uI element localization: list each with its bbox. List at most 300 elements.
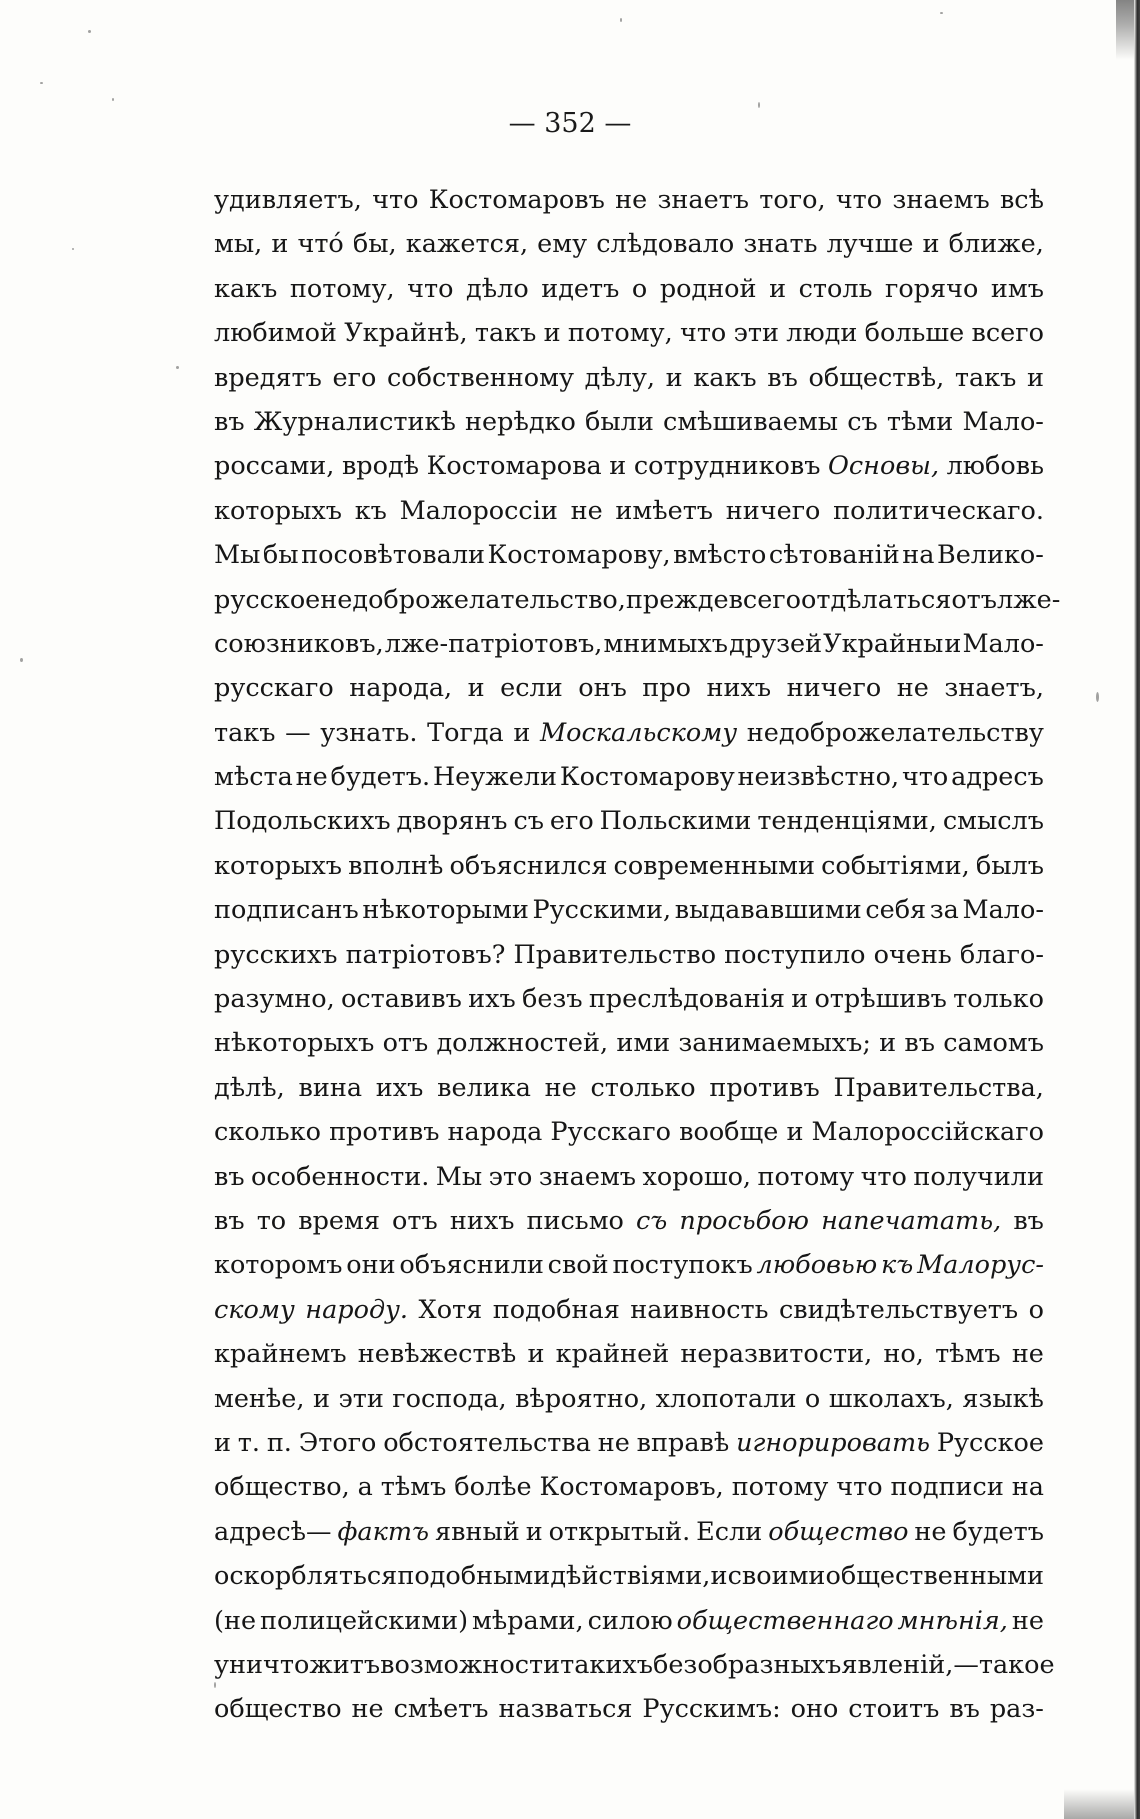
word: къ: [354, 495, 387, 526]
word: силою: [587, 1605, 673, 1636]
text-line: [214, 1643, 1055, 1687]
word: на: [902, 540, 935, 571]
word: которыхъ: [214, 495, 342, 526]
word: безобразныхъ: [652, 1649, 842, 1680]
word: занимаемыхъ;: [678, 1028, 871, 1059]
word: неразвитости,: [680, 1339, 873, 1370]
word: Правительство: [513, 939, 717, 970]
word: нихъ: [449, 1205, 515, 1236]
word: школахъ,: [828, 1383, 954, 1414]
word: Украйны: [823, 628, 944, 659]
word: Неужели: [432, 762, 558, 793]
word: фактъ: [337, 1516, 430, 1547]
scan-speck: [72, 248, 74, 250]
word: недоброжелательство,: [320, 584, 626, 615]
word: болѣе: [454, 1472, 532, 1503]
word: адресъ: [951, 762, 1044, 793]
word: вполнѣ: [348, 850, 444, 881]
word: обществѣ,: [808, 362, 945, 393]
word: ихъ: [468, 984, 516, 1015]
word: смѣетъ: [393, 1694, 489, 1725]
word: Хотя: [418, 1294, 483, 1325]
word: которыхъ: [214, 850, 342, 881]
word: если: [500, 673, 563, 704]
word: съ: [635, 1205, 668, 1236]
word: удивляетъ,: [214, 185, 362, 215]
word: Костомаровъ: [428, 185, 605, 215]
word: мнимыхъ: [603, 628, 729, 659]
word: нѣкоторыхъ: [214, 1028, 375, 1059]
word: потому: [731, 1472, 829, 1503]
word: общество,: [214, 1472, 350, 1503]
word: это: [488, 1161, 533, 1192]
word: общественными: [825, 1561, 1044, 1592]
word: русскаго: [214, 673, 334, 704]
word: потому,: [567, 318, 673, 349]
word: въ: [214, 1205, 245, 1236]
word: подобными: [397, 1561, 551, 1592]
word: велика: [437, 1072, 531, 1103]
word: объяснился: [449, 850, 608, 881]
word: его: [549, 806, 594, 837]
scan-speck: [88, 30, 91, 33]
word: всѣ: [999, 185, 1044, 215]
word: вправѣ: [636, 1427, 730, 1458]
word: Мало-: [962, 895, 1044, 926]
text-line: [214, 1687, 1044, 1731]
word: Тогда: [427, 717, 504, 748]
word: Малорус-: [917, 1250, 1044, 1281]
word: Малороссійскаго: [811, 1117, 1044, 1148]
word: Костомарову: [559, 762, 735, 793]
word: что: [860, 1161, 907, 1192]
text-line: [214, 400, 1044, 444]
word: напечатать,: [821, 1205, 1002, 1236]
word: Русскими,: [532, 895, 672, 926]
word: отъ: [392, 1205, 438, 1236]
word: разумно,: [214, 984, 335, 1015]
word: патріотовъ?: [345, 939, 506, 970]
text-line: [214, 578, 1061, 622]
word: общество: [214, 1694, 342, 1725]
scan-speck: [1096, 692, 1099, 702]
text-line: [214, 444, 1044, 488]
word: тенденціями,: [757, 806, 937, 837]
word: своими: [727, 1561, 826, 1592]
word: Журналистикѣ: [253, 406, 456, 437]
word: народа: [447, 1117, 543, 1148]
word: игнорировать: [736, 1427, 931, 1458]
word: лже-: [997, 584, 1061, 615]
word: имѣетъ: [615, 495, 714, 526]
scan-mark-top: [1116, 0, 1134, 60]
body-text: [214, 178, 1061, 1732]
word: не: [914, 1516, 947, 1547]
word: того,: [759, 185, 826, 215]
word: русскихъ: [214, 939, 338, 970]
text-line: [214, 356, 1044, 400]
text-line: [214, 1066, 1044, 1110]
word: отъ: [951, 584, 998, 615]
word: эти: [338, 1383, 384, 1414]
word: что: [372, 185, 419, 215]
word: тѣмъ: [380, 1472, 447, 1503]
word: свой: [547, 1250, 609, 1281]
word: а: [357, 1472, 373, 1503]
word: событіями,: [821, 850, 970, 881]
word: крайнемъ: [214, 1339, 347, 1370]
word: лучше: [826, 229, 914, 260]
word: раз-: [989, 1694, 1044, 1725]
word: родной: [659, 273, 757, 304]
word: горячо: [885, 273, 979, 304]
word: потому: [757, 1161, 855, 1192]
word: нѣкоторыми: [362, 895, 529, 926]
word: идетъ: [541, 273, 620, 304]
word: въ: [1013, 1205, 1044, 1236]
word: его: [332, 362, 377, 393]
word: Мало-: [962, 406, 1044, 437]
word: время: [298, 1205, 380, 1236]
text-line: [214, 489, 1044, 533]
word: ничего: [725, 495, 821, 526]
word: неизвѣстно,: [737, 762, 900, 793]
word: но,: [883, 1339, 924, 1370]
text-line: [214, 178, 1044, 222]
word: языкѣ: [962, 1383, 1044, 1414]
text-line: [214, 1510, 1044, 1554]
text-line: [214, 1377, 1044, 1421]
word: мы,: [214, 229, 263, 260]
word: о: [804, 1383, 821, 1414]
word: и: [665, 362, 683, 393]
word: хорошо,: [642, 1161, 752, 1192]
word: съ: [847, 406, 878, 437]
word: Этого: [298, 1427, 377, 1458]
word: въ: [767, 362, 798, 393]
word: не: [1011, 1339, 1044, 1370]
text-line: [214, 888, 1044, 932]
word: вина: [298, 1072, 363, 1103]
scan-mark-bottom: [1064, 1789, 1134, 1819]
word: письмо: [526, 1205, 624, 1236]
word: любимой: [214, 318, 337, 349]
word: Мы: [214, 540, 261, 571]
word: хлопотали: [655, 1383, 797, 1414]
word: —: [285, 717, 311, 748]
word: кажется,: [405, 229, 529, 260]
word: особенности.: [251, 1161, 430, 1192]
word: въ: [214, 406, 245, 437]
word: были: [585, 406, 654, 437]
word: любовью: [756, 1250, 878, 1281]
text-line: [214, 1421, 1044, 1465]
word: тѣмъ: [935, 1339, 1001, 1370]
word: такъ: [954, 362, 1017, 393]
word: онъ: [578, 673, 627, 704]
word: ими: [616, 1028, 671, 1059]
word: лже-патріотовъ,: [384, 628, 603, 659]
word: обстоятельства: [383, 1427, 591, 1458]
word: наивность: [630, 1294, 769, 1325]
word: сѣтованій: [768, 540, 900, 571]
word: оставивъ: [340, 984, 462, 1015]
word: знаетъ,: [944, 673, 1044, 704]
word: сотрудниковъ: [633, 451, 821, 482]
word: вредятъ: [214, 362, 322, 393]
word: не: [1011, 1605, 1044, 1636]
text-line: [214, 1332, 1044, 1376]
word: противъ: [709, 1072, 820, 1103]
word: о: [631, 273, 648, 304]
word: должностей,: [436, 1028, 609, 1059]
word: столь: [798, 273, 873, 304]
word: бы,: [352, 229, 397, 260]
word: то: [256, 1205, 287, 1236]
text-line: [214, 1465, 1044, 1509]
word: очень: [873, 939, 952, 970]
word: вмѣсто: [673, 540, 767, 571]
word: себя: [865, 895, 927, 926]
word: Польскими: [599, 806, 752, 837]
word: больше: [864, 318, 965, 349]
text-line: [214, 1599, 1044, 1643]
word: дѣлѣ,: [214, 1072, 285, 1103]
word: ему: [537, 229, 588, 260]
word: Русское: [936, 1427, 1044, 1458]
word: дѣло: [466, 273, 529, 304]
word: будетъ: [952, 1516, 1044, 1547]
word: про: [642, 673, 691, 704]
text-line: [214, 933, 1044, 977]
word: крайней: [555, 1339, 670, 1370]
word: имъ: [990, 273, 1044, 304]
word: знаемъ: [538, 1161, 637, 1192]
word: союзниковъ,: [214, 628, 384, 659]
word: отъ: [382, 1028, 429, 1059]
word: бы: [262, 540, 299, 571]
word: они: [346, 1250, 396, 1281]
word: свидѣтельствуетъ: [778, 1294, 1019, 1325]
word: люди: [786, 318, 858, 349]
text-line: [214, 799, 1044, 843]
text-line: [214, 844, 1044, 888]
word: оскорбляться: [214, 1561, 398, 1592]
word: не: [896, 673, 929, 704]
word: и: [710, 1561, 728, 1592]
word: узнать.: [320, 717, 418, 748]
word: оно: [790, 1694, 839, 1725]
text-line: [214, 622, 1044, 666]
word: что: [835, 185, 883, 215]
word: самомъ: [943, 1028, 1044, 1059]
word: и: [879, 1028, 897, 1059]
word: нерѣдко: [465, 406, 576, 437]
word: и: [467, 673, 485, 704]
word: современными: [613, 850, 815, 881]
word: и: [513, 717, 531, 748]
word: общественнаго: [676, 1605, 894, 1636]
word: всего: [971, 318, 1044, 349]
page-number: — 352 —: [508, 108, 632, 139]
word: не: [615, 185, 648, 215]
word: Русскаго: [550, 1117, 671, 1148]
text-line: [214, 267, 1044, 311]
word: не: [544, 1072, 577, 1103]
text-line: [214, 1110, 1044, 1154]
word: Москальскому: [540, 717, 738, 748]
word: и: [944, 628, 962, 659]
word: Костомарову,: [487, 540, 671, 571]
word: такихъ: [560, 1649, 653, 1680]
word: скому: [214, 1294, 295, 1325]
word: политическаго.: [833, 495, 1044, 526]
word: тѣми: [886, 406, 954, 437]
word: не: [295, 762, 328, 793]
word: сколько: [214, 1117, 321, 1148]
word: какъ: [693, 362, 757, 393]
word: и: [271, 229, 289, 260]
word: отдѣлаться: [801, 584, 952, 615]
word: такъ: [474, 318, 537, 349]
word: противъ: [329, 1117, 440, 1148]
word: посовѣтовали: [301, 540, 486, 571]
word: въ: [214, 1161, 245, 1192]
text-line: [214, 533, 1044, 577]
page-edge-shadow: [1134, 0, 1140, 1819]
word: и: [543, 318, 561, 349]
word: и: [922, 229, 940, 260]
word: стоитъ: [848, 1694, 940, 1725]
word: дворянъ: [396, 806, 508, 837]
word: на: [1011, 1472, 1044, 1503]
scan-speck: [40, 82, 43, 84]
word: вродѣ: [341, 451, 420, 482]
word: п.: [266, 1427, 292, 1458]
scan-speck: [940, 12, 943, 14]
word: въ: [904, 1028, 935, 1059]
word: подписи: [890, 1472, 1004, 1503]
text-line: [214, 666, 1044, 710]
text-line: [214, 755, 1044, 799]
word: и: [527, 1339, 545, 1370]
word: ничего: [786, 673, 882, 704]
word: недоброжелательству: [746, 717, 1044, 748]
word: господа,: [392, 1383, 507, 1414]
word: открытый.: [548, 1516, 691, 1547]
text-line: [214, 311, 1044, 355]
text-line: [214, 1243, 1044, 1287]
word: что: [679, 318, 727, 349]
word: вѣроятно,: [515, 1383, 648, 1414]
word: общество: [768, 1516, 909, 1547]
word: мнѣнія,: [897, 1605, 1008, 1636]
word: Костомаровъ,: [539, 1472, 724, 1503]
word: полицейскими): [260, 1605, 469, 1636]
word: не: [351, 1694, 384, 1725]
word: потому,: [289, 273, 395, 304]
text-line: [214, 1021, 1044, 1065]
word: будетъ.: [330, 762, 431, 793]
word: Правительства,: [833, 1072, 1044, 1103]
word: и: [312, 1383, 330, 1414]
word: явный: [435, 1516, 520, 1547]
word: ихъ: [375, 1072, 424, 1103]
word: только: [953, 984, 1044, 1015]
word: Основы,: [828, 451, 940, 482]
text-line: [214, 1199, 1044, 1243]
word: вообще: [679, 1117, 779, 1148]
word: смыслъ: [942, 806, 1044, 837]
word: не: [570, 495, 603, 526]
scan-speck: [758, 102, 760, 108]
word: и: [609, 451, 627, 482]
word: подобная: [492, 1294, 620, 1325]
word: ближе,: [948, 229, 1044, 260]
word: собственному: [386, 362, 574, 393]
word: народа,: [349, 673, 453, 704]
word: получили: [913, 1161, 1044, 1192]
word: Украйнѣ,: [344, 318, 468, 349]
word: любовь: [946, 451, 1044, 482]
word: какъ: [214, 273, 278, 304]
word: и: [769, 273, 787, 304]
word: преслѣдованія: [588, 984, 785, 1015]
text-line: [214, 1155, 1044, 1199]
word: что: [901, 762, 949, 793]
word: явленій,—такое: [841, 1649, 1055, 1680]
scan-speck: [20, 658, 23, 662]
word: благо-: [959, 939, 1044, 970]
text-line: [214, 1288, 1044, 1332]
word: (не: [214, 1605, 257, 1636]
word: всего: [728, 584, 802, 615]
word: назваться: [498, 1694, 633, 1725]
word: былъ: [975, 850, 1044, 881]
text-line: [214, 222, 1044, 266]
word: къ: [881, 1250, 914, 1281]
word: дѣлу,: [584, 362, 656, 393]
word: Костомарова: [426, 451, 602, 482]
word: что: [407, 273, 454, 304]
word: знаетъ: [657, 185, 750, 215]
word: знать: [743, 229, 818, 260]
word: столько: [590, 1072, 696, 1103]
text-line: [214, 1554, 1044, 1598]
word: дѣйствіями,: [550, 1561, 711, 1592]
word: Мы: [435, 1161, 483, 1192]
word: въ: [949, 1694, 980, 1725]
word: т.: [237, 1427, 261, 1458]
word: русское: [214, 584, 321, 615]
word: и: [791, 984, 809, 1015]
scan-speck: [214, 1682, 216, 1688]
word: такъ: [214, 717, 276, 748]
word: Велико-: [936, 540, 1044, 571]
word: нихъ: [706, 673, 772, 704]
word: смѣшиваемы: [663, 406, 839, 437]
word: менѣе,: [214, 1383, 305, 1414]
word: и: [786, 1117, 804, 1148]
word: Русскимъ:: [642, 1694, 781, 1725]
word: о: [1028, 1294, 1044, 1325]
word: уничтожитъ: [214, 1649, 381, 1680]
word: что: [836, 1472, 883, 1503]
word: Малороссіи: [399, 495, 558, 526]
word: знаемъ: [892, 185, 990, 215]
word: которомъ: [214, 1250, 343, 1281]
word: Мало-: [962, 628, 1044, 659]
